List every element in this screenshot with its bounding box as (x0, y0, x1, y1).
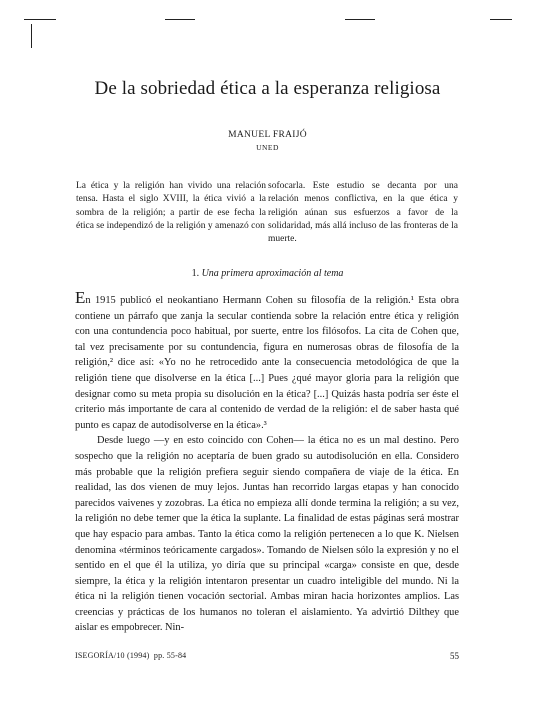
body-paragraph-2: Desde luego —y en esto coincido con Cohen— la ética no es un mal destino. Pero sospecho que la religión no aceptaría de buen grado su autodisolución en ella. Considero más probable que la religión prefiera seguir siendo compañera de viaje de la ética. En realidad, las dos vienen de muy lejos. Juntas han recorrido largas etapas y han conocido parecidos vaivenes y zozobras. La ética no empieza allí donde termina la religión; a su vez, la religión no debe temer que la ética la suplante. La finalidad de estas páginas será mostrar que hay espacio para ambas. Tanto la ética como la religión pertenecen a lo que K. Nielsen denomina «términos teóricamente cargados». Tomando de Nielsen sólo la expresión y no el sentido en el que él la utiliza, yo diría que su principal «carga» consiste en que, desde siempre, la ética y la religión intentaron presentar un cuadro inteligible del mundo. Ni la ética ni la religión tienen vocación sectorial. Ambas miran hacia horizontes amplios. Las creencias y prácticas de los humanos no toleran el aislamiento. Ya advirtió Dilthey que aislar es empobrecer. Nin- (75, 435, 459, 634)
body-text (75, 288, 459, 636)
crop-mark-top-center-left (165, 19, 195, 20)
crop-mark-top-left-horizontal (24, 19, 56, 20)
section-heading (0, 268, 535, 279)
abstract-right-column: sofocarla. Este estudio se decanta por una relación menos conflictiva, en la que ética y religión aúnan sus esfuerzos a favor de la solidaridad, más allá incluso de las fronteras de la muerte. (268, 181, 458, 245)
crop-mark-top-left-vertical (31, 24, 32, 48)
body-paragraph-1-text: n 1915 publicó el neokantiano Hermann Cohen su filosofía de la religión.¹ Esta obra contiene un párrafo que zanja la secular contienda sobre la relación entre ética y religión con una contundencia poco habitual, por suerte, entre los filósofos. La cita de Cohen que, tal vez precisamente por su contundencia, figura en numerosas obras de filosofía de la religión,² dice así: «Yo no he retrocedido ante la consecuencia metodológica de que la religión tiene que disolverse en la ética [...] Pues ¿qué mayor gloria para la religión que designar como su meta propia su disolución en la ética? [...] Quizás hasta podría ser éste el criterio más importante de cara al contenido de verdad de la religión: el de saber hasta qué punto es capaz de autodisolverse en la ética».³ (75, 295, 459, 431)
abstract-left-column: La ética y la religión han vivido una relación tensa. Hasta el siglo XVIII, la ética vivió a la sombra de la religión; a partir de ese fecha la ética se independizó de la religión y amenazó con (76, 181, 266, 231)
journal-issue: ISEGORÍA/10 (1994) (75, 651, 150, 660)
page-number: 55 (450, 651, 459, 661)
page-range: pp. 55-84 (153, 651, 187, 660)
footer-citation (75, 651, 186, 660)
dropcap-letter: E (75, 288, 86, 307)
article-title: De la sobriedad ética a la esperanza religiosa (94, 78, 441, 99)
body-paragraph-1 (75, 288, 459, 433)
section-number: 1. (191, 268, 200, 279)
author-name: MANUEL FRAIJÓ (228, 130, 307, 140)
crop-mark-top-right (490, 19, 512, 20)
section-title: Una primera aproximación al tema (201, 268, 344, 279)
author-affiliation: UNED (256, 143, 279, 152)
crop-mark-top-center-right (345, 19, 375, 20)
